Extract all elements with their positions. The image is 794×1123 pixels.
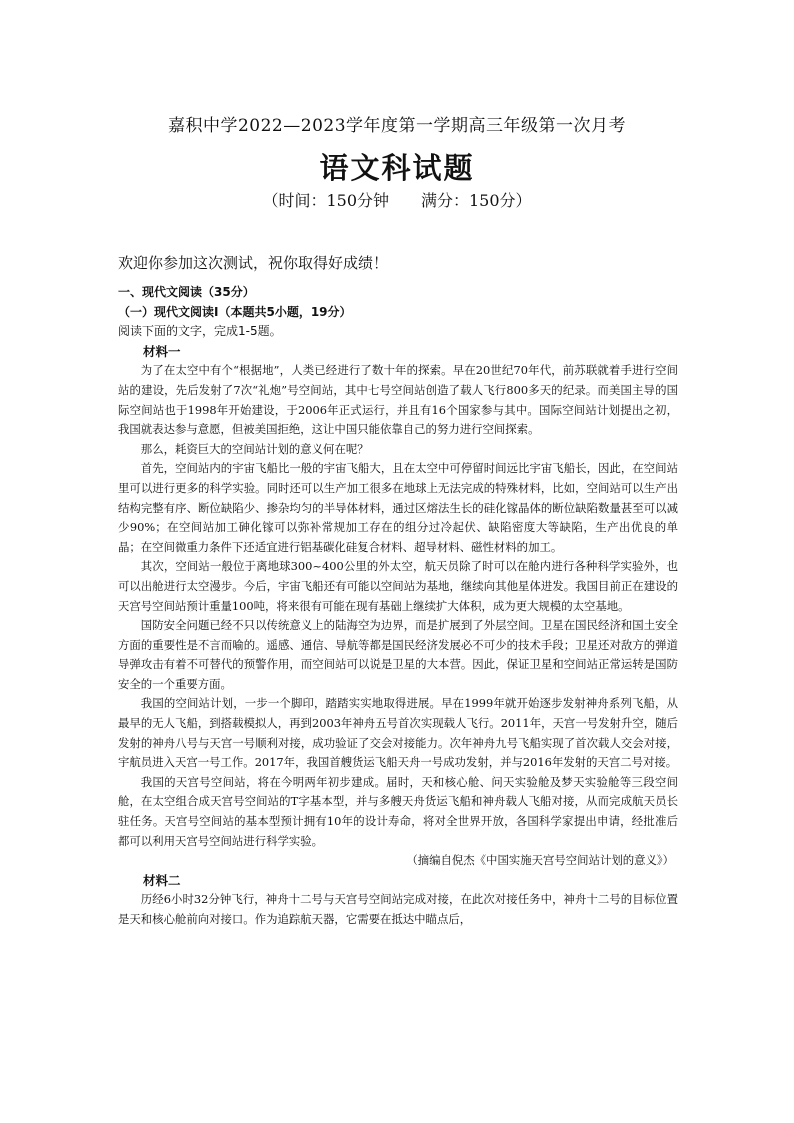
welcome-message: 欢迎你参加这次测试，祝你取得好成绩！ [118, 254, 389, 272]
subject-title: 语文科试题 [319, 151, 475, 185]
school-exam-title: 嘉积中学2022—2023学年度第一学期高三年级第一次月考 [167, 116, 627, 136]
material-one-paragraph: 我国的天宫号空间站，将在今明两年初步建成。届时，天和核心舱、问天实验舱及梦天实验舱等三段空间舱，在太空组合成天宫号空间站的T字基本型，并与多艘天舟货运飞船和神舟载人飞船对接，从而完成航天员长驻任务。天宫号空间站的基本型预计拥有10年的设计寿命，将对全世界开放，各国科学家提出申请，经批准后都可以利用天宫号空间站进行科学实验。 [118, 774, 678, 848]
material-one-paragraph: 为了在太空中有个“根据地”，人类已经进行了数十年的探索。早在20世纪70年代，前苏联就着手进行空间站的建设，先后发射了7次“礼炮”号空间站，其中七号空间站创造了载人飞行800多天的纪录。而美国主导的国际空间站也于1998年开始建设，于2006年正式运行，并且有16个国家参与其中。国际空间站计划提出之初，我国就表达参与意愿，但被美国拒绝，这让中国只能依靠自己的努力进行空间探索。 [118, 363, 678, 437]
material-one-paragraph: 那么，耗资巨大的空间站计划的意义何在呢？ [140, 441, 369, 456]
exam-time-and-score: （时间：150分钟 满分：150分） [262, 191, 532, 210]
material-one-paragraph: 国防安全问题已经不只以传统意义上的陆海空为边界，而是扩展到了外层空间。卫星在国民经济和国土安全方面的重要性是不言而喻的。遥感、通信、导航等都是国民经济发展必不可少的技术手段；卫星还对敌方的弹道导弹攻击有着不可替代的预警作用，而空间站可以说是卫星的大本营。因此，保证卫星和空间站正常运转是国防安全的一个重要方面。 [118, 618, 678, 691]
material-two-heading: 材料二 [143, 872, 181, 888]
material-one-source: （摘编自倪杰《中国实施天宫号空间站计划的意义》） [406, 853, 674, 868]
reading-instruction: 阅读下面的文字，完成1-5题。 [118, 324, 282, 339]
material-one-paragraph: 其次，空间站一般位于离地球300~400公里的外太空，航天员除了时可以在舱内进行各种科学实验外，也可以出舱进行太空漫步。今后，宇宙飞船还有可能以空间站为基地，继续向其他星体进发。我国目前正在建设的天宫号空间站预计重量100吨，将来很有可能在现有基础上继续扩大体积，成为更大规模的太空基地。 [118, 559, 678, 613]
subsection-heading: （一）现代文阅读Ⅰ（本题共5小题，19分） [118, 304, 352, 319]
material-one-paragraph: 我国的空间站计划，一步一个脚印，踏踏实实地取得进展。早在1999年就开始逐步发射神舟系列飞船，从最早的无人飞船，到搭载模拟人，再到2003年神舟五号首次实现载人飞行。2011年，天宫一号发射升空，随后发射的神舟八号与天宫一号顺利对接，成功验证了交会对接能力。次年神舟九号飞船实现了首次载人交会对接，宇航员进入天宫一号工作。2017年，我国首艘货运飞船天舟一号成功发射，并与2016年发射的天宫二号对接。 [118, 696, 678, 770]
section-heading: 一、现代文阅读（35分） [118, 285, 255, 299]
material-two-paragraph: 历经6小时32分钟飞行，神舟十二号与天宫号空间站完成对接，在此次对接任务中，神舟十二号的目标位置是天和核心舱前向对接口。作为追踪航天器，它需要在抵达中瞄点后， [118, 892, 678, 926]
material-one-heading: 材料一 [143, 343, 181, 359]
material-one-paragraph: 首先，空间站内的宇宙飞船比一般的宇宙飞船大，且在太空中可停留时间远比宇宙飞船长，因此，在空间站里可以进行更多的科学实验。同时还可以生产加工很多在地球上无法完成的特殊材料，比如，空间站可以生产出结构完整有序、断位缺陷少、掺杂均匀的半导体材料，通过区熔法生长的硅化镓晶体的断位缺陷数量甚至可以减少90%；在空间站加工砷化镓可以弥补常规加工存在的组分过冷起伏、缺陷密度大等缺陷，生产出优良的单晶；在空间微重力条件下还适宜进行铝基碳化硅复合材料、超导材料、磁性材料的加工。 [118, 461, 678, 554]
reading-section [118, 283, 678, 930]
